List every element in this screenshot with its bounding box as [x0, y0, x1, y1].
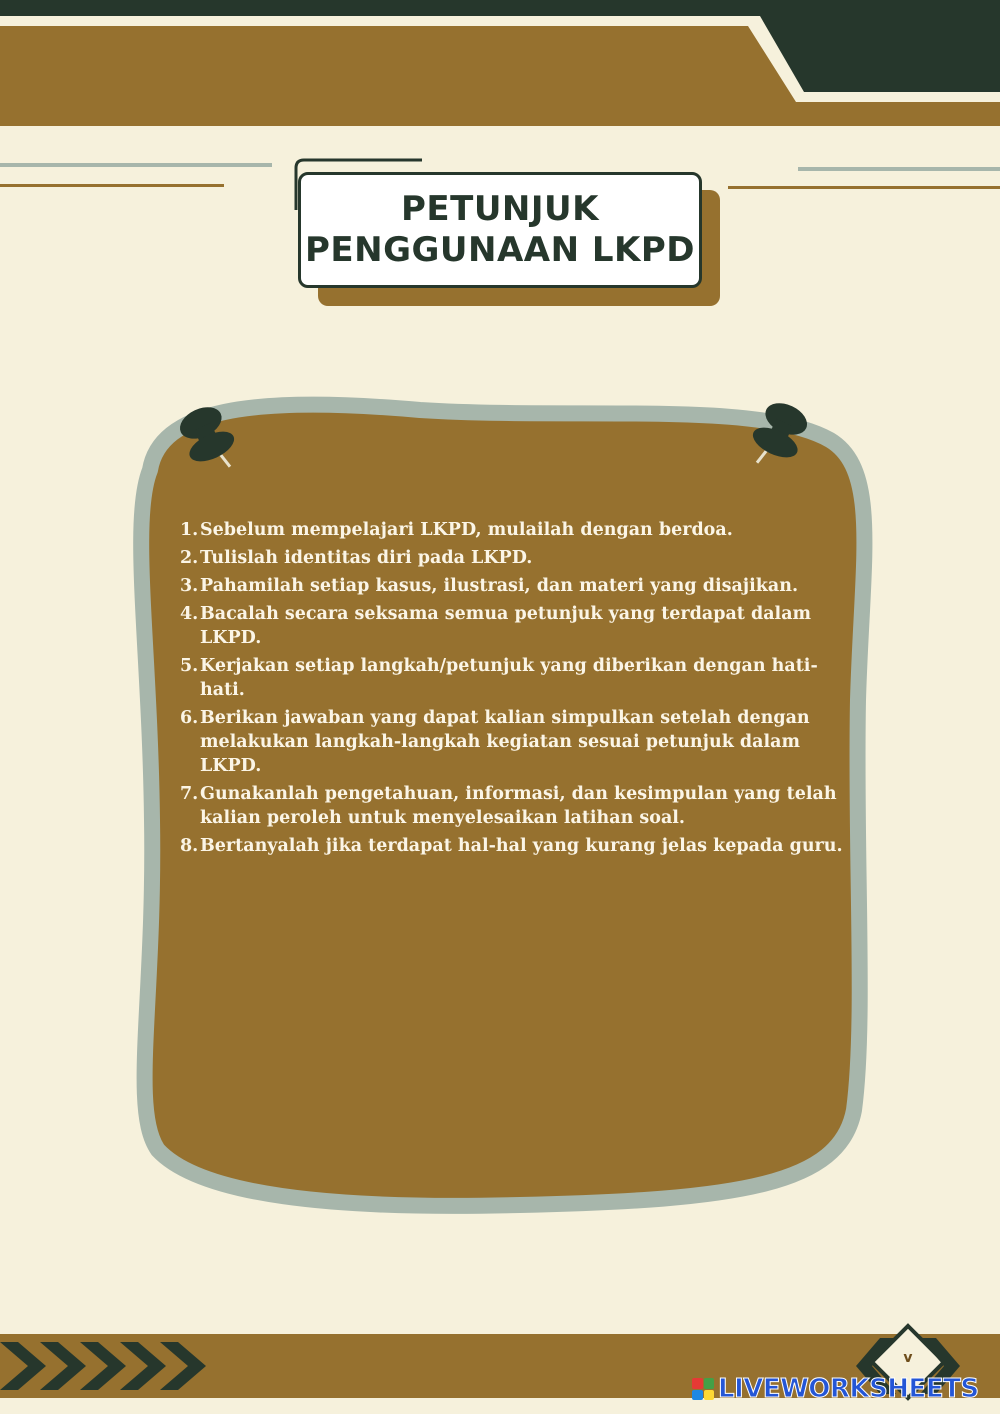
item-text: Pahamilah setiap kasus, ilustrasi, dan materi yang disajikan. [200, 576, 799, 596]
liveworksheets-logo-icon [692, 1378, 714, 1400]
watermark [692, 1374, 979, 1404]
item-number: 6. [180, 708, 199, 728]
list-item [180, 574, 852, 598]
item-text: Tulislah identitas diri pada LKPD. [200, 548, 533, 568]
item-text: Berikan jawaban yang dapat kalian simpulkan setelah dengan melakukan langkah-langkah kegiatan sesuai petunjuk dalam LKPD. [200, 708, 810, 776]
deco-line-right-bottom [728, 186, 1000, 189]
item-text: Bacalah secara seksama semua petunjuk yang terdapat dalam LKPD. [200, 604, 812, 648]
item-number: 4. [180, 604, 199, 624]
item-number: 5. [180, 656, 199, 676]
list-item [180, 518, 852, 542]
page-title [298, 172, 702, 288]
instruction-list [180, 518, 852, 862]
item-number: 8. [180, 836, 199, 856]
item-number: 7. [180, 784, 199, 804]
list-item [180, 654, 852, 702]
page-number: v [903, 1350, 913, 1366]
list-item [180, 546, 852, 570]
header-corner-block [760, 16, 1000, 92]
list-item [180, 602, 852, 650]
item-number: 2. [180, 548, 199, 568]
title-line-2: PENGGUNAAN LKPD [304, 230, 696, 270]
item-text: Gunakanlah pengetahuan, informasi, dan kesimpulan yang telah kalian peroleh untuk menyelesaikan latihan soal. [200, 784, 837, 828]
list-item [180, 706, 852, 778]
deco-line-left-bottom [0, 184, 224, 187]
watermark-text: LIVEWORKSHEETS [718, 1374, 979, 1404]
list-item [180, 782, 852, 830]
top-dark-band [0, 0, 1000, 16]
item-number: 1. [180, 520, 199, 540]
list-item [180, 834, 852, 858]
item-text: Kerjakan setiap langkah/petunjuk yang diberikan dengan hati-hati. [200, 656, 818, 700]
deco-line-right-top [798, 167, 1000, 171]
item-text: Sebelum mempelajari LKPD, mulailah dengan berdoa. [200, 520, 733, 540]
item-number: 3. [180, 576, 199, 596]
item-text: Bertanyalah jika terdapat hal-hal yang kurang jelas kepada guru. [200, 836, 843, 856]
title-line-1: PETUNJUK [400, 188, 599, 229]
deco-line-left-top [0, 163, 272, 167]
